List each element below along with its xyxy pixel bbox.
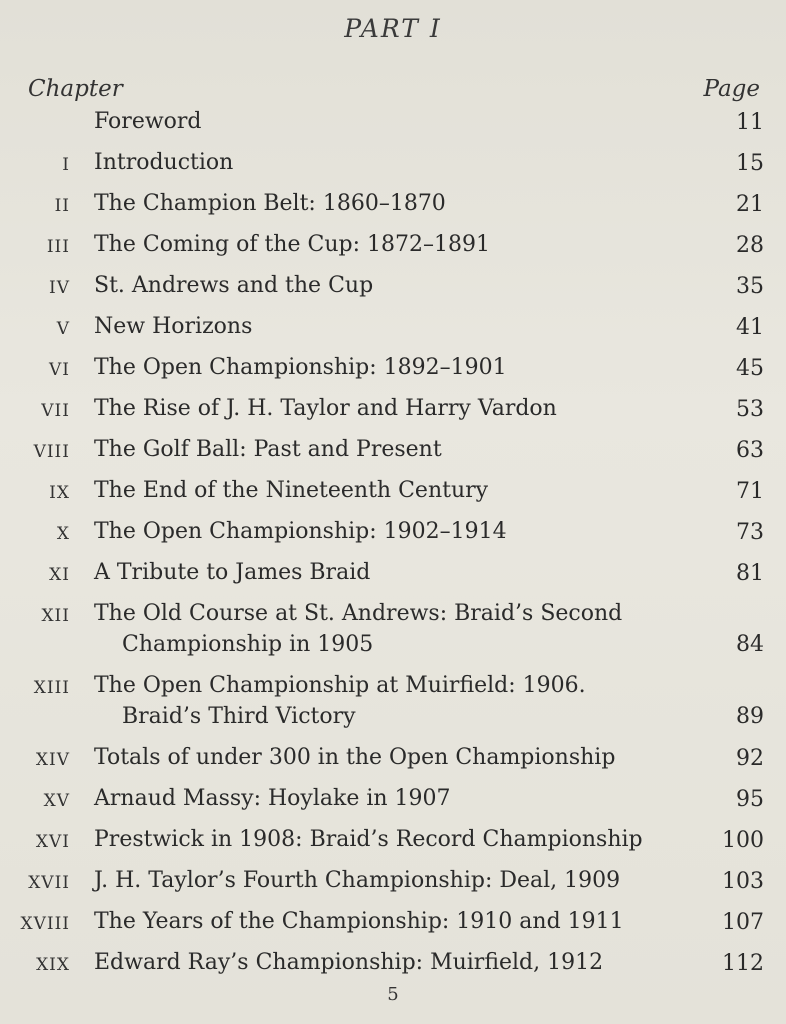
page-number: 103 — [722, 869, 764, 894]
toc-entry — [0, 555, 786, 596]
chapter-title: New Horizons — [94, 314, 253, 339]
chapter-title: The Golf Ball: Past and Present — [94, 437, 442, 462]
chapter-number: II — [54, 196, 70, 216]
toc-entry — [0, 186, 786, 227]
page-number: 15 — [736, 151, 764, 176]
chapter-title-line-2: Championship in 1905 — [122, 632, 374, 657]
page-number: 71 — [736, 479, 764, 504]
chapter-title: J. H. Taylor’s Fourth Championship: Deal, 1909 — [94, 868, 621, 893]
page-folio: 5 — [387, 984, 399, 1005]
chapter-title-line-1: The Open Championship at Muirfield: 1906. — [94, 673, 586, 698]
chapter-title: The Champion Belt: 1860–1870 — [94, 191, 446, 216]
chapter-number: IX — [49, 483, 70, 503]
table-of-contents — [0, 104, 786, 986]
chapter-column-header: Chapter — [28, 76, 123, 102]
page-number: 100 — [722, 828, 764, 853]
page-number: 107 — [722, 910, 764, 935]
page-number: 84 — [736, 632, 764, 657]
page-number: 45 — [736, 356, 764, 381]
chapter-number: XIX — [36, 955, 70, 975]
toc-entry — [0, 350, 786, 391]
page-number: 81 — [736, 561, 764, 586]
toc-entry — [0, 740, 786, 781]
chapter-title — [94, 668, 678, 732]
chapter-title: The End of the Nineteenth Century — [94, 478, 489, 503]
page-number: 53 — [736, 397, 764, 422]
chapter-number: XIII — [33, 678, 70, 698]
chapter-title: The Open Championship: 1892–1901 — [94, 355, 507, 380]
page-number: 73 — [736, 520, 764, 545]
page-column-header: Page — [703, 76, 760, 102]
chapter-title: The Years of the Championship: 1910 and 1911 — [94, 909, 624, 934]
chapter-title: A Tribute to James Braid — [94, 560, 371, 585]
chapter-number: XVII — [28, 873, 70, 893]
chapter-title-line-2: Braid’s Third Victory — [122, 704, 356, 729]
chapter-title: Foreword — [94, 109, 202, 134]
toc-entry — [0, 781, 786, 822]
toc-entry — [0, 904, 786, 945]
chapter-number: VIII — [33, 442, 70, 462]
page-number: 41 — [736, 315, 764, 340]
toc-entry — [0, 268, 786, 309]
toc-entry — [0, 822, 786, 863]
chapter-title: St. Andrews and the Cup — [94, 273, 374, 298]
part-title: PART I — [344, 14, 442, 43]
chapter-number: XVI — [35, 832, 70, 852]
page-number: 63 — [736, 438, 764, 463]
toc-entry — [0, 945, 786, 986]
chapter-number: XIV — [35, 750, 70, 770]
toc-entry — [0, 473, 786, 514]
chapter-number: VI — [49, 360, 70, 380]
toc-entry — [0, 514, 786, 555]
chapter-title: Edward Ray’s Championship: Muirfield, 1912 — [94, 950, 604, 975]
chapter-number: III — [46, 237, 70, 257]
toc-entry — [0, 227, 786, 268]
page-number: 11 — [736, 110, 764, 135]
chapter-title: Introduction — [94, 150, 234, 175]
chapter-number: VII — [41, 401, 70, 421]
page-number: 89 — [736, 704, 764, 729]
chapter-number: V — [56, 319, 70, 339]
chapter-number: XVIII — [20, 914, 70, 934]
chapter-title: Totals of under 300 in the Open Championship — [94, 745, 616, 770]
chapter-title: Prestwick in 1908: Braid’s Record Championship — [94, 827, 643, 852]
toc-entry — [0, 104, 786, 145]
toc-entry — [0, 596, 786, 668]
page-number: 21 — [736, 192, 764, 217]
toc-entry — [0, 863, 786, 904]
chapter-number — [0, 104, 94, 114]
chapter-title: The Coming of the Cup: 1872–1891 — [94, 232, 490, 257]
toc-entry — [0, 391, 786, 432]
page-number: 35 — [736, 274, 764, 299]
chapter-number: XV — [43, 791, 70, 811]
chapter-title: The Rise of J. H. Taylor and Harry Vardon — [94, 396, 557, 421]
chapter-title: Arnaud Massy: Hoylake in 1907 — [94, 786, 451, 811]
toc-entry — [0, 432, 786, 473]
chapter-number: XI — [49, 565, 70, 585]
toc-entry — [0, 309, 786, 350]
toc-entry — [0, 145, 786, 186]
chapter-number: IV — [49, 278, 70, 298]
chapter-number: XII — [41, 606, 70, 626]
toc-entry — [0, 668, 786, 740]
chapter-title-line-1: The Old Course at St. Andrews: Braid’s Second — [94, 601, 623, 626]
chapter-title: The Open Championship: 1902–1914 — [94, 519, 507, 544]
chapter-title — [94, 596, 678, 660]
page-number: 95 — [736, 787, 764, 812]
chapter-number: X — [56, 524, 70, 544]
chapter-number: I — [62, 155, 70, 175]
page-number: 112 — [722, 951, 764, 976]
page-number: 92 — [736, 746, 764, 771]
page-number: 28 — [736, 233, 764, 258]
